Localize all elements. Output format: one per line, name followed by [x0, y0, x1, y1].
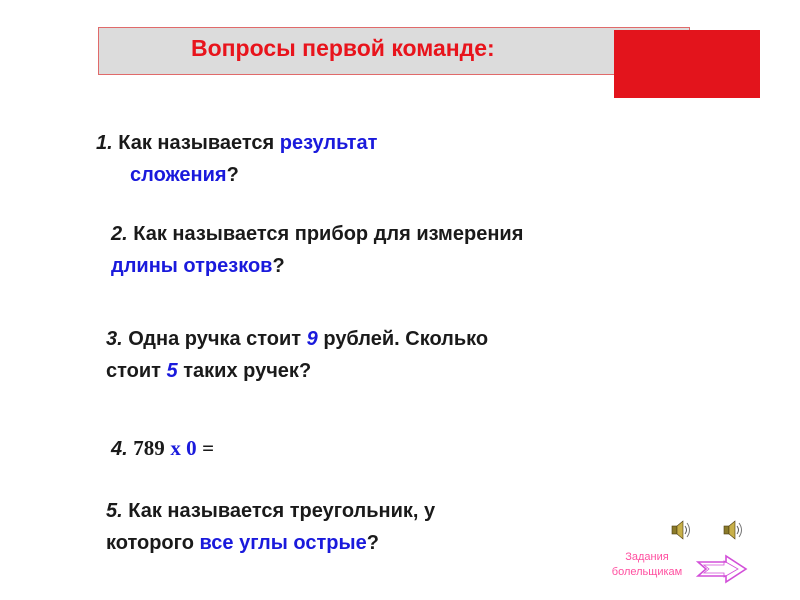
- question-2-line2: [111, 251, 285, 281]
- speaker-icon[interactable]: [670, 518, 692, 542]
- question-text: Как называется треугольник, у: [128, 500, 436, 522]
- question-number: 1.: [96, 132, 113, 154]
- question-number: 5.: [106, 500, 123, 522]
- slide-title: Вопросы первой команде:: [191, 35, 495, 61]
- question-text: рублей. Сколько: [323, 328, 489, 350]
- question-text: Одна ручка стоит: [128, 328, 302, 350]
- question-1: [96, 128, 377, 158]
- question-text: таких ручек: [183, 360, 299, 382]
- question-text: стоит: [106, 360, 161, 382]
- question-3: [106, 324, 488, 354]
- question-keyword: сложения: [130, 164, 227, 186]
- question-number: 4.: [111, 438, 128, 460]
- expression-value: 789: [133, 436, 165, 460]
- question-3-line2: [106, 356, 311, 386]
- nav-label-line: болельщикам: [611, 566, 683, 578]
- question-text: Как называется прибор для измерения: [133, 223, 524, 245]
- question-value: 5: [166, 360, 178, 382]
- question-mark: ?: [366, 532, 379, 554]
- question-5: [106, 496, 435, 526]
- question-keyword: все углы острые: [199, 532, 367, 554]
- red-block: [614, 30, 760, 98]
- question-text: которого: [106, 532, 194, 554]
- question-number: 3.: [106, 328, 123, 350]
- question-mark: ?: [272, 255, 285, 277]
- nav-link-label[interactable]: [600, 550, 694, 580]
- question-2: [111, 219, 523, 249]
- expression-operator: x 0: [170, 436, 197, 460]
- question-keyword: результат: [279, 132, 378, 154]
- speaker-icon[interactable]: [722, 518, 744, 542]
- nav-label-line: Задания: [625, 551, 669, 563]
- question-4: [111, 433, 214, 464]
- question-5-line2: [106, 528, 379, 558]
- expression-equals: =: [202, 436, 215, 460]
- question-1-line2: [130, 160, 239, 190]
- question-mark: ?: [298, 360, 312, 382]
- arrow-right-icon[interactable]: [696, 554, 748, 584]
- question-mark: ?: [226, 164, 239, 186]
- question-keyword: длины отрезков: [111, 255, 273, 277]
- question-text: Как называется: [118, 132, 275, 154]
- question-value: 9: [306, 328, 318, 350]
- question-number: 2.: [111, 223, 128, 245]
